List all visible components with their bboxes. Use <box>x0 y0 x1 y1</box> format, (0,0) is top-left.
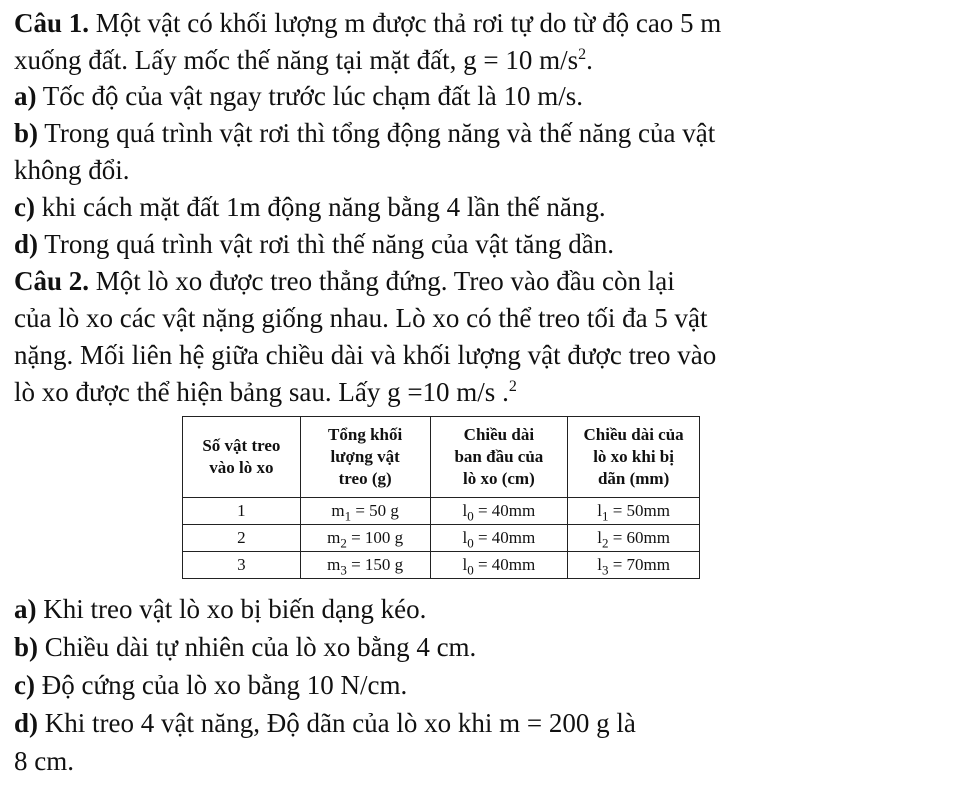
var-sub: 1 <box>344 508 352 524</box>
header-cell-count <box>183 417 301 498</box>
cell-mass <box>300 498 430 525</box>
q2-text: của lò xo các vật nặng giống nhau. Lò xo có thể treo tối đa 5 vật <box>14 303 708 333</box>
header-line: lượng vật <box>330 447 400 466</box>
option-text: là <box>609 708 636 738</box>
option-label: d) <box>14 708 39 738</box>
var: m <box>327 528 341 547</box>
var-sub: 3 <box>340 562 347 578</box>
option-label: d) <box>14 229 39 259</box>
cell-initial-length <box>430 498 568 525</box>
cell-mass <box>300 552 430 579</box>
var-sub: 3 <box>601 562 609 578</box>
option-label: c) <box>14 670 35 700</box>
var: l <box>597 555 602 574</box>
option-label: c) <box>14 192 35 222</box>
header-line: Chiều dài của <box>583 425 684 444</box>
value: = 50mm <box>608 501 670 520</box>
header-line: ban đầu của <box>454 447 544 466</box>
cell-initial-length <box>430 552 568 579</box>
formula-sup: 2 <box>578 46 587 63</box>
var: l <box>597 501 602 520</box>
q2-line-1 <box>14 266 675 296</box>
q1-line-2 <box>14 45 593 75</box>
table-header-row <box>183 417 700 498</box>
q1-option-b-cont <box>14 155 130 185</box>
cell-stretched-length <box>568 498 700 525</box>
header-cell-initial-length <box>430 417 568 498</box>
value: = 70mm <box>608 555 670 574</box>
value: = 50 g <box>351 501 399 520</box>
q2-line-4 <box>14 377 517 407</box>
option-label: a) <box>14 81 37 111</box>
q1-line-1 <box>14 8 721 38</box>
formula-text: g =10 m/s . <box>387 377 509 407</box>
option-text: Khi treo vật lò xo bị biến dạng kéo. <box>36 594 427 624</box>
formula-sup: 2 <box>508 378 517 395</box>
var-sub: 0 <box>467 508 474 524</box>
option-label: a) <box>14 594 37 624</box>
var: m <box>327 555 341 574</box>
q1-option-c <box>14 192 606 222</box>
q1-option-b <box>14 118 715 148</box>
table-row <box>183 552 700 579</box>
q2-option-a <box>14 594 426 624</box>
header-line: vào lò xo <box>209 458 274 477</box>
option-text: Chiều dài tự nhiên của lò xo bằng 4 cm. <box>38 632 477 662</box>
option-text: Khi treo 4 vật năng, Độ dãn của lò xo khi <box>38 708 500 738</box>
value: = 40mm <box>473 528 536 547</box>
header-line: dãn (mm) <box>597 469 670 488</box>
header-line: lò xo (cm) <box>462 469 535 488</box>
header-line: Chiều dài <box>463 425 535 444</box>
var: l <box>462 501 468 520</box>
option-text: Độ cứng của lò xo bằng 10 N/cm. <box>34 670 408 700</box>
option-text: Trong quá trình vật rơi thì thế năng của vật tăng dần. <box>38 229 614 259</box>
header-line: Tổng khối <box>328 425 403 444</box>
var: m <box>331 501 345 520</box>
q2-option-b <box>14 632 476 662</box>
option-label: b) <box>14 118 39 148</box>
header-cell-mass <box>300 417 430 498</box>
cell-count: 3 <box>183 552 301 579</box>
q2-line-2 <box>14 303 708 333</box>
q1-option-d <box>14 229 614 259</box>
value: = 40mm <box>473 555 536 574</box>
table-row <box>183 498 700 525</box>
cell-count: 2 <box>183 525 301 552</box>
q2-option-c <box>14 670 407 700</box>
table-row <box>183 525 700 552</box>
option-text: Tốc độ của vật ngay trước lúc chạm đất là 10 m/s. <box>36 81 583 111</box>
q1-option-a <box>14 81 583 111</box>
var-sub: 1 <box>601 508 609 524</box>
q2-text: Một lò xo được treo thẳng đứng. Treo vào đầu còn lại <box>89 266 675 296</box>
q1-text-2: xuống đất. Lấy mốc thế năng tại mặt đất, <box>14 45 464 75</box>
header-cell-stretched-length <box>568 417 700 498</box>
spring-data-table <box>182 416 700 579</box>
option-label: b) <box>14 632 39 662</box>
q2-option-d-cont <box>14 746 74 776</box>
q2-line-3 <box>14 340 716 370</box>
cell-stretched-length <box>568 525 700 552</box>
q1-title: Câu 1. <box>14 8 90 38</box>
q2-title: Câu 2. <box>14 266 90 296</box>
q2-text: nặng. Mối liên hệ giữa chiều dài và khối lượng vật được treo vào <box>14 340 717 370</box>
option-text: 8 cm. <box>14 746 74 776</box>
q2-formula-g <box>387 377 517 407</box>
value: = 100 g <box>346 528 404 547</box>
cell-stretched-length <box>568 552 700 579</box>
q1-formula-g <box>463 45 586 75</box>
formula-text: g = 10 m/s <box>463 45 579 75</box>
cell-count: 1 <box>183 498 301 525</box>
value: = 150 g <box>346 555 404 574</box>
var-sub: 0 <box>467 562 474 578</box>
header-line: lò xo khi bị <box>593 447 674 466</box>
formula-text: m = 200 g <box>499 708 610 738</box>
var-sub: 2 <box>340 535 347 551</box>
var: l <box>462 528 468 547</box>
q1-period: . <box>586 45 593 75</box>
var-sub: 0 <box>467 535 474 551</box>
option-text: khi cách mặt đất 1m động năng bằng 4 lần thế năng. <box>34 192 606 222</box>
option-text: Trong quá trình vật rơi thì tổng động năng và thế năng của vật <box>38 118 716 148</box>
var-sub: 2 <box>601 535 609 551</box>
cell-mass <box>300 525 430 552</box>
header-line: treo (g) <box>338 469 392 488</box>
header-line: Số vật treo <box>202 436 281 455</box>
q2-option-d <box>14 708 636 738</box>
var: l <box>462 555 468 574</box>
var: l <box>597 528 602 547</box>
cell-initial-length <box>430 525 568 552</box>
value: = 40mm <box>473 501 536 520</box>
q1-text: Một vật có khối lượng m được thả rơi tự do từ độ cao 5 m <box>89 8 722 38</box>
q2-text: lò xo được thể hiện bảng sau. Lấy <box>14 377 388 407</box>
option-text: không đổi. <box>14 155 130 185</box>
value: = 60mm <box>608 528 670 547</box>
